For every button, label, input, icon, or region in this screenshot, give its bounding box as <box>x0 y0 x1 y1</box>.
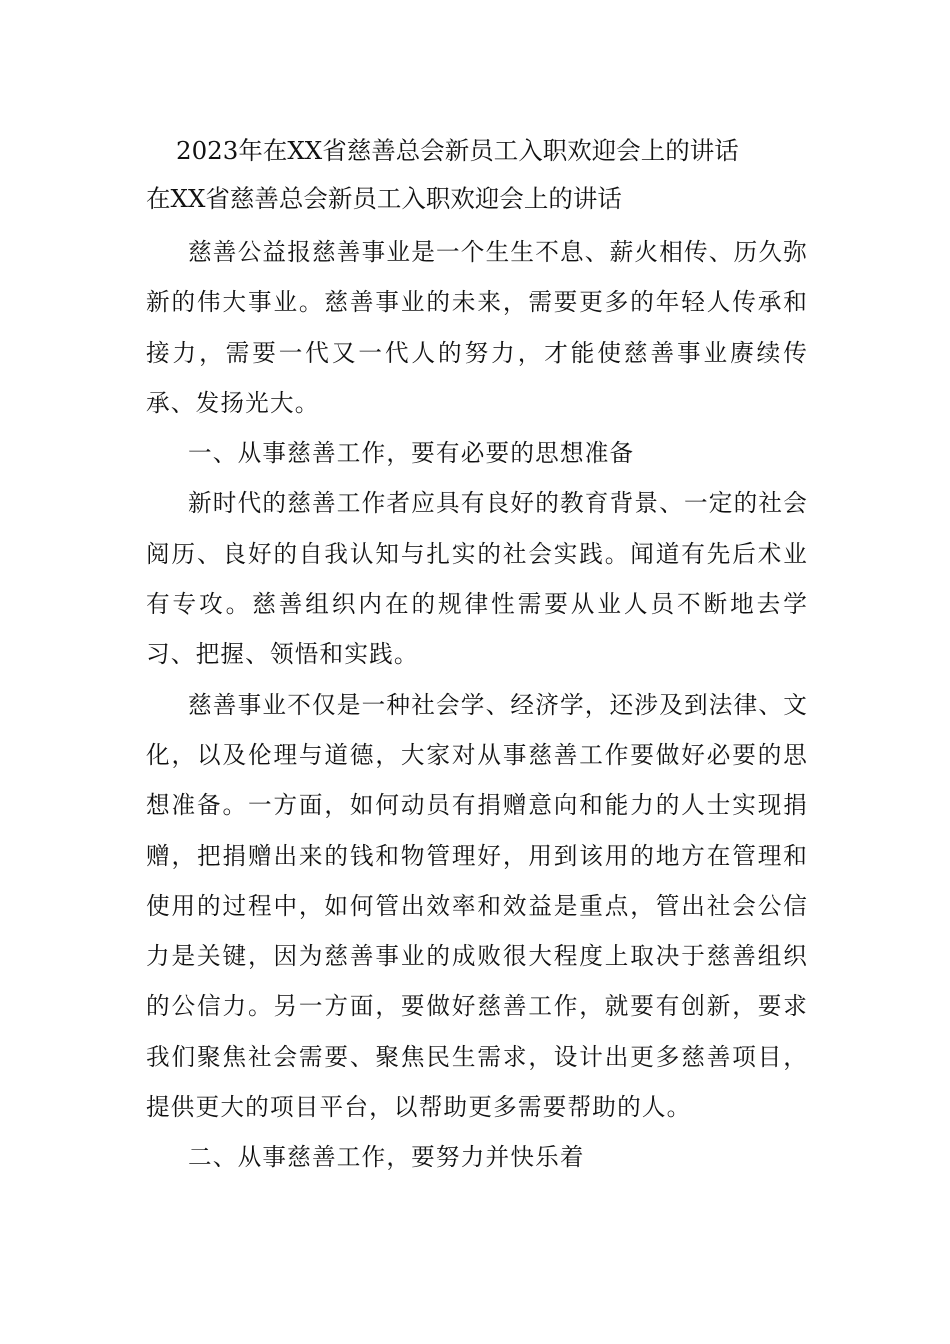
paragraph-qualifications: 新时代的慈善工作者应具有良好的教育背景、一定的社会阅历、良好的自我认知与扎实的社会实践。闻道有先后术业有专攻。慈善组织内在的规律性需要从业人员不断地去学习、把握、领悟和实践。 <box>146 489 808 669</box>
document-title: 2023年在XX省慈善总会新员工入职欢迎会上的讲话 <box>176 136 739 165</box>
document-subtitle: 在XX省慈善总会新员工入职欢迎会上的讲话 <box>146 184 622 213</box>
document-body <box>146 130 808 1183</box>
paragraph-preparation: 慈善事业不仅是一种社会学、经济学，还涉及到法律、文化，以及伦理与道德，大家对从事慈善工作要做好必要的思想准备。一方面，如何动员有捐赠意向和能力的人士实现捐赠，把捐赠出来的钱和物管理好，用到该用的地方在管理和使用的过程中，如何管出效率和效益是重点，管出社会公信力是关键，因为慈善事业的成败很大程度上取决于慈善组织的公信力。另一方面，要做好慈善工作，就要有创新，要求我们聚焦社会需要、聚焦民生需求，设计出更多慈善项目，提供更大的项目平台，以帮助更多需要帮助的人。 <box>146 690 808 1122</box>
paragraph-intro: 慈善公益报慈善事业是一个生生不息、薪火相传、历久弥新的伟大事业。慈善事业的未来，需要更多的年轻人传承和接力，需要一代又一代人的努力，才能使慈善事业赓续传承、发扬光大。 <box>146 238 808 417</box>
section-heading-1: 一、从事慈善工作，要有必要的思想准备 <box>188 439 635 468</box>
section-heading-2: 二、从事慈善工作，要努力并快乐着 <box>188 1143 585 1172</box>
